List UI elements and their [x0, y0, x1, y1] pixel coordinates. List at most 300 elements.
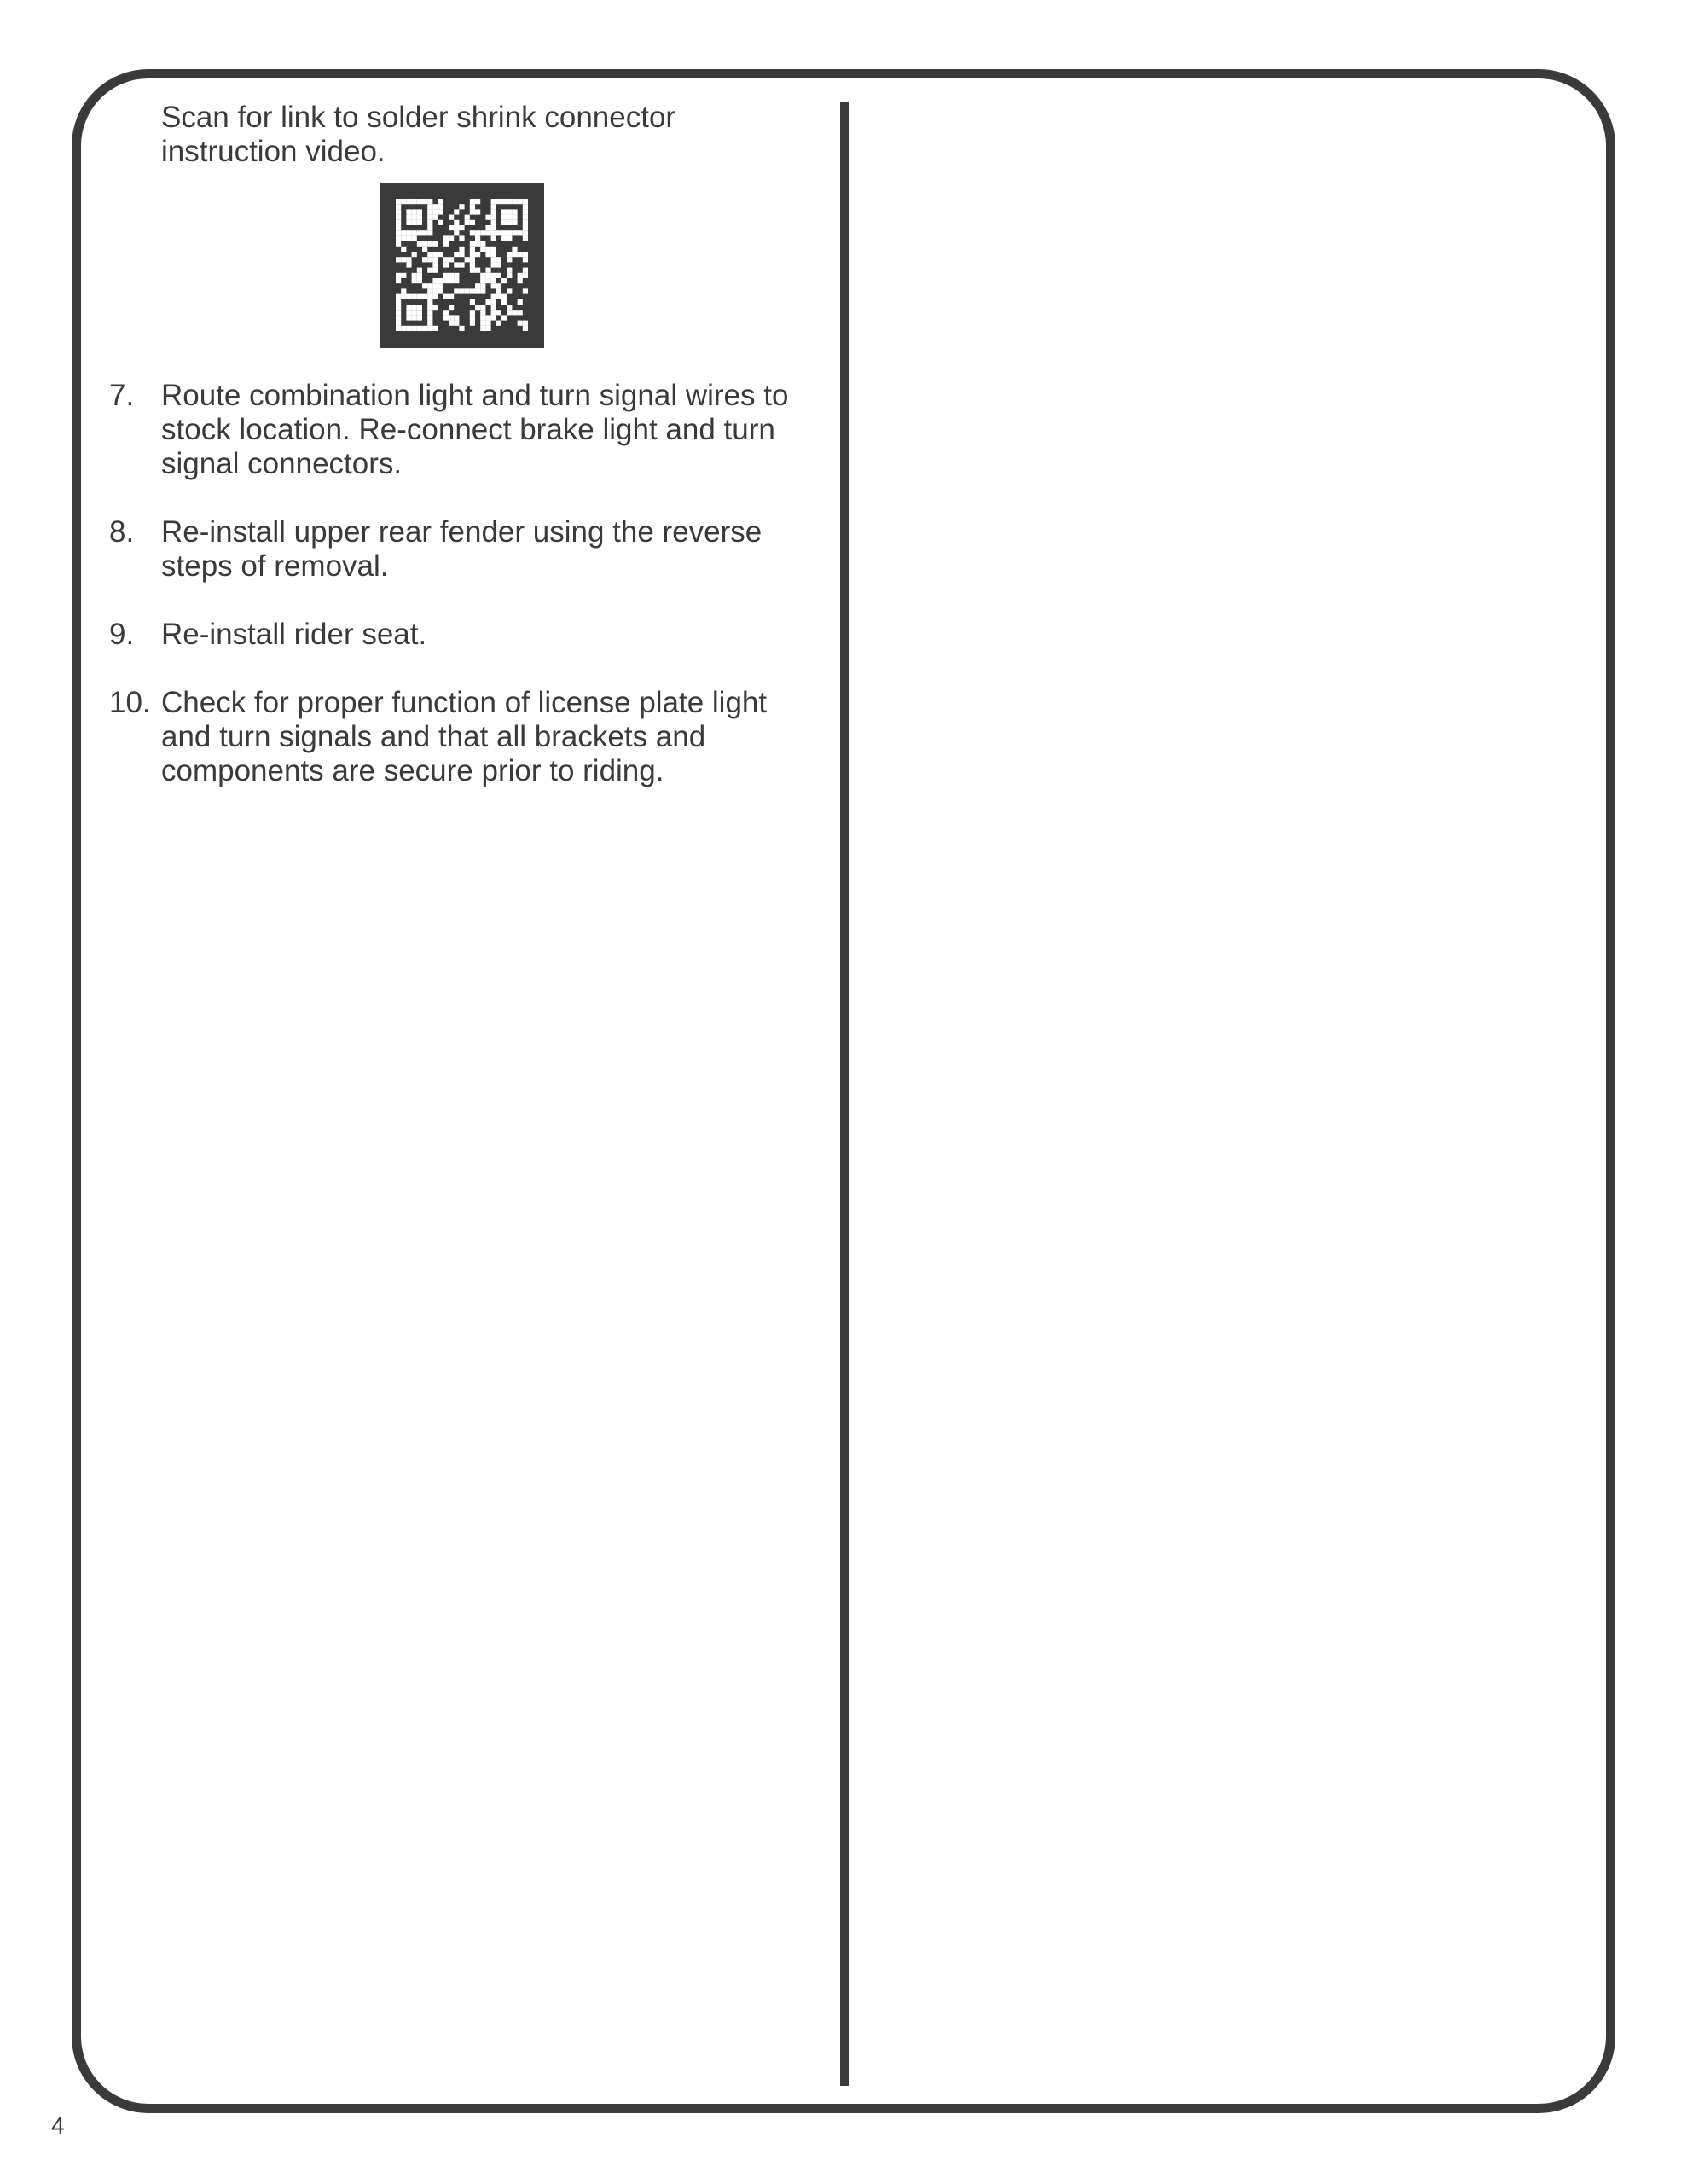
qr-module	[412, 305, 417, 310]
qr-module	[501, 299, 507, 305]
qr-module	[480, 273, 485, 278]
qr-module	[432, 241, 438, 247]
qr-module	[459, 235, 464, 241]
qr-module	[470, 310, 475, 315]
qr-module	[417, 230, 422, 235]
qr-module	[396, 225, 401, 230]
qr-module	[406, 257, 411, 262]
step-item	[109, 379, 809, 481]
step-number: 10.	[109, 686, 151, 719]
qr-module	[480, 283, 485, 288]
qr-module	[396, 321, 401, 326]
qr-module	[417, 326, 422, 331]
qr-module	[485, 273, 490, 278]
qr-module	[396, 241, 401, 247]
qr-module	[507, 252, 512, 257]
qr-module	[412, 252, 417, 257]
qr-module	[470, 247, 475, 252]
qr-module	[438, 283, 443, 288]
qr-module	[412, 215, 417, 220]
qr-module	[412, 235, 417, 241]
qr-module	[417, 209, 422, 214]
qr-module	[406, 305, 411, 310]
qr-module	[501, 199, 507, 204]
qr-module	[507, 220, 512, 225]
qr-module	[432, 278, 438, 283]
qr-module	[417, 199, 422, 204]
qr-module	[396, 215, 401, 220]
qr-module	[443, 262, 449, 267]
qr-module	[470, 252, 475, 257]
qr-module	[485, 299, 490, 305]
qr-module	[491, 278, 496, 283]
qr-module	[507, 257, 512, 262]
qr-module	[412, 220, 417, 225]
qr-module	[507, 310, 512, 315]
qr-module	[491, 294, 496, 299]
qr-module	[475, 305, 480, 310]
qr-module	[422, 199, 427, 204]
qr-module	[496, 257, 501, 262]
qr-module	[449, 321, 454, 326]
qr-module	[512, 310, 517, 315]
step-number: 9.	[109, 618, 135, 651]
qr-module	[512, 247, 517, 252]
qr-module	[501, 215, 507, 220]
qr-module	[496, 310, 501, 315]
qr-module	[417, 305, 422, 310]
qr-module	[406, 220, 411, 225]
qr-module	[491, 305, 496, 310]
qr-module	[507, 288, 512, 293]
qr-module	[412, 315, 417, 320]
qr-module	[480, 241, 485, 247]
qr-module	[501, 235, 507, 241]
qr-module	[459, 247, 464, 252]
qr-module	[427, 241, 432, 247]
qr-module	[396, 299, 401, 305]
qr-module	[427, 257, 432, 262]
qr-module	[432, 262, 438, 267]
qr-module	[470, 241, 475, 247]
qr-module	[449, 235, 454, 241]
qr-module	[507, 215, 512, 220]
qr-module	[432, 204, 438, 209]
qr-module	[470, 257, 475, 262]
qr-module	[523, 321, 528, 326]
qr-module	[518, 310, 523, 315]
qr-module	[412, 230, 417, 235]
qr-module	[401, 235, 406, 241]
qr-module	[470, 204, 475, 209]
qr-module	[470, 262, 475, 267]
qr-module	[443, 294, 449, 299]
qr-module	[438, 199, 443, 204]
qr-module	[406, 326, 411, 331]
qr-module	[491, 204, 496, 209]
qr-module	[470, 299, 475, 305]
qr-module	[507, 209, 512, 214]
qr-module	[422, 241, 427, 247]
qr-module	[496, 273, 501, 278]
step-item	[109, 686, 809, 788]
qr-module	[501, 294, 507, 299]
qr-module	[480, 247, 485, 252]
qr-module	[496, 199, 501, 204]
qr-module	[470, 209, 475, 214]
qr-module	[491, 209, 496, 214]
qr-module	[454, 262, 459, 267]
qr-module	[406, 262, 411, 267]
qr-module	[443, 310, 449, 315]
qr-module	[523, 209, 528, 214]
qr-module	[443, 241, 449, 247]
qr-module	[454, 315, 459, 320]
qr-module	[485, 321, 490, 326]
qr-module	[401, 247, 406, 252]
qr-module	[470, 230, 475, 235]
qr-module	[417, 310, 422, 315]
qr-module	[491, 299, 496, 305]
qr-module	[432, 252, 438, 257]
qr-module	[438, 220, 443, 225]
qr-module	[491, 283, 496, 288]
qr-module	[491, 230, 496, 235]
qr-module	[491, 315, 496, 320]
qr-module	[417, 241, 422, 247]
qr-module	[459, 288, 464, 293]
qr-module	[465, 215, 470, 220]
qr-module	[475, 288, 480, 293]
qr-module	[412, 273, 417, 278]
qr-module	[454, 225, 459, 230]
qr-module	[507, 199, 512, 204]
step-item	[109, 618, 809, 652]
qr-module	[512, 252, 517, 257]
qr-module	[491, 247, 496, 252]
qr-module	[454, 321, 459, 326]
qr-module	[427, 268, 432, 273]
qr-module	[475, 283, 480, 288]
qr-module	[401, 288, 406, 293]
qr-module	[396, 294, 401, 299]
qr-module	[523, 252, 528, 257]
qr-module	[475, 268, 480, 273]
qr-module	[401, 199, 406, 204]
qr-module	[396, 257, 401, 262]
qr-module	[432, 294, 438, 299]
qr-module	[396, 235, 401, 241]
qr-module	[427, 315, 432, 320]
qr-module	[438, 288, 443, 293]
qr-module	[459, 225, 464, 230]
qr-module	[427, 294, 432, 299]
qr-module	[459, 262, 464, 267]
qr-module	[523, 225, 528, 230]
qr-module	[523, 230, 528, 235]
qr-module	[475, 252, 480, 257]
qr-module	[496, 294, 501, 299]
qr-module	[427, 299, 432, 305]
qr-module	[480, 310, 485, 315]
qr-module	[470, 268, 475, 273]
qr-module	[449, 225, 454, 230]
step-text: Re-install rider seat.	[161, 618, 427, 651]
qr-module	[417, 220, 422, 225]
qr-module	[480, 278, 485, 283]
qr-module	[396, 278, 401, 283]
qr-module	[438, 209, 443, 214]
qr-module	[485, 247, 490, 252]
qr-module	[470, 199, 475, 204]
qr-module	[417, 315, 422, 320]
qr-module	[443, 235, 449, 241]
qr-module	[432, 283, 438, 288]
qr-module	[518, 299, 523, 305]
qr-module	[501, 230, 507, 235]
qr-module	[475, 235, 480, 241]
qr-module	[406, 310, 411, 315]
qr-module	[432, 215, 438, 220]
qr-module	[523, 204, 528, 209]
qr-module	[485, 225, 490, 230]
qr-module	[470, 315, 475, 320]
qr-module	[512, 215, 517, 220]
qr-module	[491, 220, 496, 225]
qr-module	[470, 288, 475, 293]
qr-intro-text: Scan for link to solder shrink connector instruction video.	[161, 101, 676, 168]
qr-module	[518, 252, 523, 257]
qr-module	[432, 288, 438, 293]
step-number: 8.	[109, 515, 135, 549]
qr-module	[417, 294, 422, 299]
qr-module	[449, 257, 454, 262]
qr-module	[401, 257, 406, 262]
qr-module	[401, 326, 406, 331]
qr-code-icon[interactable]	[380, 183, 544, 348]
qr-code-graphic	[380, 183, 544, 348]
qr-module	[443, 278, 449, 283]
qr-module	[491, 257, 496, 262]
qr-module	[396, 209, 401, 214]
qr-module	[449, 315, 454, 320]
qr-module	[412, 310, 417, 315]
qr-module	[523, 268, 528, 273]
qr-module	[491, 252, 496, 257]
qr-module	[454, 230, 459, 235]
qr-module	[480, 305, 485, 310]
qr-module	[396, 326, 401, 331]
column-divider	[840, 102, 849, 2086]
qr-module	[422, 257, 427, 262]
qr-module	[512, 199, 517, 204]
qr-module	[406, 215, 411, 220]
qr-module	[465, 257, 470, 262]
qr-module	[406, 315, 411, 320]
qr-module	[475, 230, 480, 235]
qr-module	[406, 230, 411, 235]
qr-module	[449, 294, 454, 299]
qr-module	[507, 273, 512, 278]
qr-module	[491, 273, 496, 278]
qr-module	[485, 268, 490, 273]
qr-module	[432, 268, 438, 273]
qr-module	[518, 321, 523, 326]
qr-module	[523, 199, 528, 204]
qr-module	[518, 230, 523, 235]
qr-module	[507, 230, 512, 235]
step-text: Check for proper function of license plate light and turn signals and that all brackets and components are secure prior to riding.	[161, 686, 768, 787]
qr-module	[422, 247, 427, 252]
qr-module	[396, 199, 401, 204]
qr-module	[449, 278, 454, 283]
qr-module	[512, 209, 517, 214]
qr-module	[422, 230, 427, 235]
qr-module	[454, 209, 459, 214]
qr-module	[496, 321, 501, 326]
qr-module	[465, 220, 470, 225]
qr-module	[412, 209, 417, 214]
qr-module	[396, 273, 401, 278]
qr-module	[496, 230, 501, 235]
qr-module	[470, 321, 475, 326]
qr-module	[523, 215, 528, 220]
qr-module	[449, 215, 454, 220]
step-text: Re-install upper rear fender using the reverse steps of removal.	[161, 515, 762, 583]
qr-module	[465, 288, 470, 293]
qr-module	[396, 310, 401, 315]
qr-module	[523, 273, 528, 278]
qr-module	[485, 215, 490, 220]
instruction-steps	[109, 379, 809, 788]
qr-module	[507, 268, 512, 273]
qr-module	[449, 273, 454, 278]
qr-module	[480, 326, 485, 331]
qr-module	[422, 283, 427, 288]
left-column	[109, 101, 809, 822]
qr-module	[417, 273, 422, 278]
qr-module	[427, 209, 432, 214]
qr-module	[432, 326, 438, 331]
qr-module	[459, 252, 464, 257]
qr-module	[501, 278, 507, 283]
qr-module	[406, 209, 411, 214]
qr-module	[427, 204, 432, 209]
qr-module	[496, 283, 501, 288]
qr-module	[523, 288, 528, 293]
qr-module	[459, 326, 464, 331]
qr-module	[427, 326, 432, 331]
step-item	[109, 515, 809, 584]
step-text: Route combination light and turn signal wires to stock location. Re-connect brake light and turn signal connectors.	[161, 379, 789, 480]
qr-module	[480, 315, 485, 320]
qr-module	[406, 294, 411, 299]
qr-module	[427, 220, 432, 225]
qr-module	[427, 225, 432, 230]
qr-module	[443, 315, 449, 320]
qr-module	[454, 288, 459, 293]
qr-module	[470, 220, 475, 225]
qr-module	[491, 235, 496, 241]
qr-module	[427, 288, 432, 293]
qr-module	[523, 220, 528, 225]
qr-module	[417, 268, 422, 273]
qr-module	[485, 326, 490, 331]
qr-module	[518, 278, 523, 283]
qr-module	[449, 305, 454, 310]
qr-module	[432, 305, 438, 310]
qr-module	[523, 257, 528, 262]
qr-module	[422, 326, 427, 331]
qr-module	[480, 288, 485, 293]
qr-module	[507, 305, 512, 310]
qr-module	[396, 315, 401, 320]
step-number: 7.	[109, 379, 135, 412]
qr-module	[443, 257, 449, 262]
qr-module	[518, 273, 523, 278]
qr-module	[480, 230, 485, 235]
qr-module	[417, 215, 422, 220]
qr-module	[438, 252, 443, 257]
qr-module	[396, 305, 401, 310]
qr-module	[491, 225, 496, 230]
qr-module	[417, 278, 422, 283]
qr-module	[406, 235, 411, 241]
qr-module	[422, 294, 427, 299]
qr-module	[396, 220, 401, 225]
qr-module	[485, 230, 490, 235]
qr-module	[501, 315, 507, 320]
qr-module	[443, 273, 449, 278]
qr-module	[401, 273, 406, 278]
qr-module	[454, 273, 459, 278]
qr-module	[475, 199, 480, 204]
qr-module	[401, 294, 406, 299]
qr-module	[427, 199, 432, 204]
qr-module	[454, 220, 459, 225]
qr-module	[475, 241, 480, 247]
qr-module	[501, 220, 507, 225]
qr-module	[523, 235, 528, 241]
qr-module	[512, 230, 517, 235]
qr-module	[427, 321, 432, 326]
qr-module	[523, 326, 528, 331]
qr-module	[485, 252, 490, 257]
qr-module	[480, 321, 485, 326]
qr-module	[427, 283, 432, 288]
qr-module	[454, 278, 459, 283]
qr-module	[438, 204, 443, 209]
qr-module	[427, 215, 432, 220]
qr-module	[496, 262, 501, 267]
qr-module	[412, 326, 417, 331]
qr-module	[496, 288, 501, 293]
qr-module	[427, 252, 432, 257]
qr-module	[501, 209, 507, 214]
qr-module	[459, 204, 464, 209]
qr-module	[432, 257, 438, 262]
qr-module	[412, 278, 417, 283]
qr-module	[427, 230, 432, 235]
qr-module	[485, 278, 490, 283]
qr-module	[512, 220, 517, 225]
qr-module	[401, 230, 406, 235]
qr-module	[491, 262, 496, 267]
qr-module	[427, 310, 432, 315]
qr-module	[438, 278, 443, 283]
qr-module	[396, 230, 401, 235]
qr-module	[396, 204, 401, 209]
